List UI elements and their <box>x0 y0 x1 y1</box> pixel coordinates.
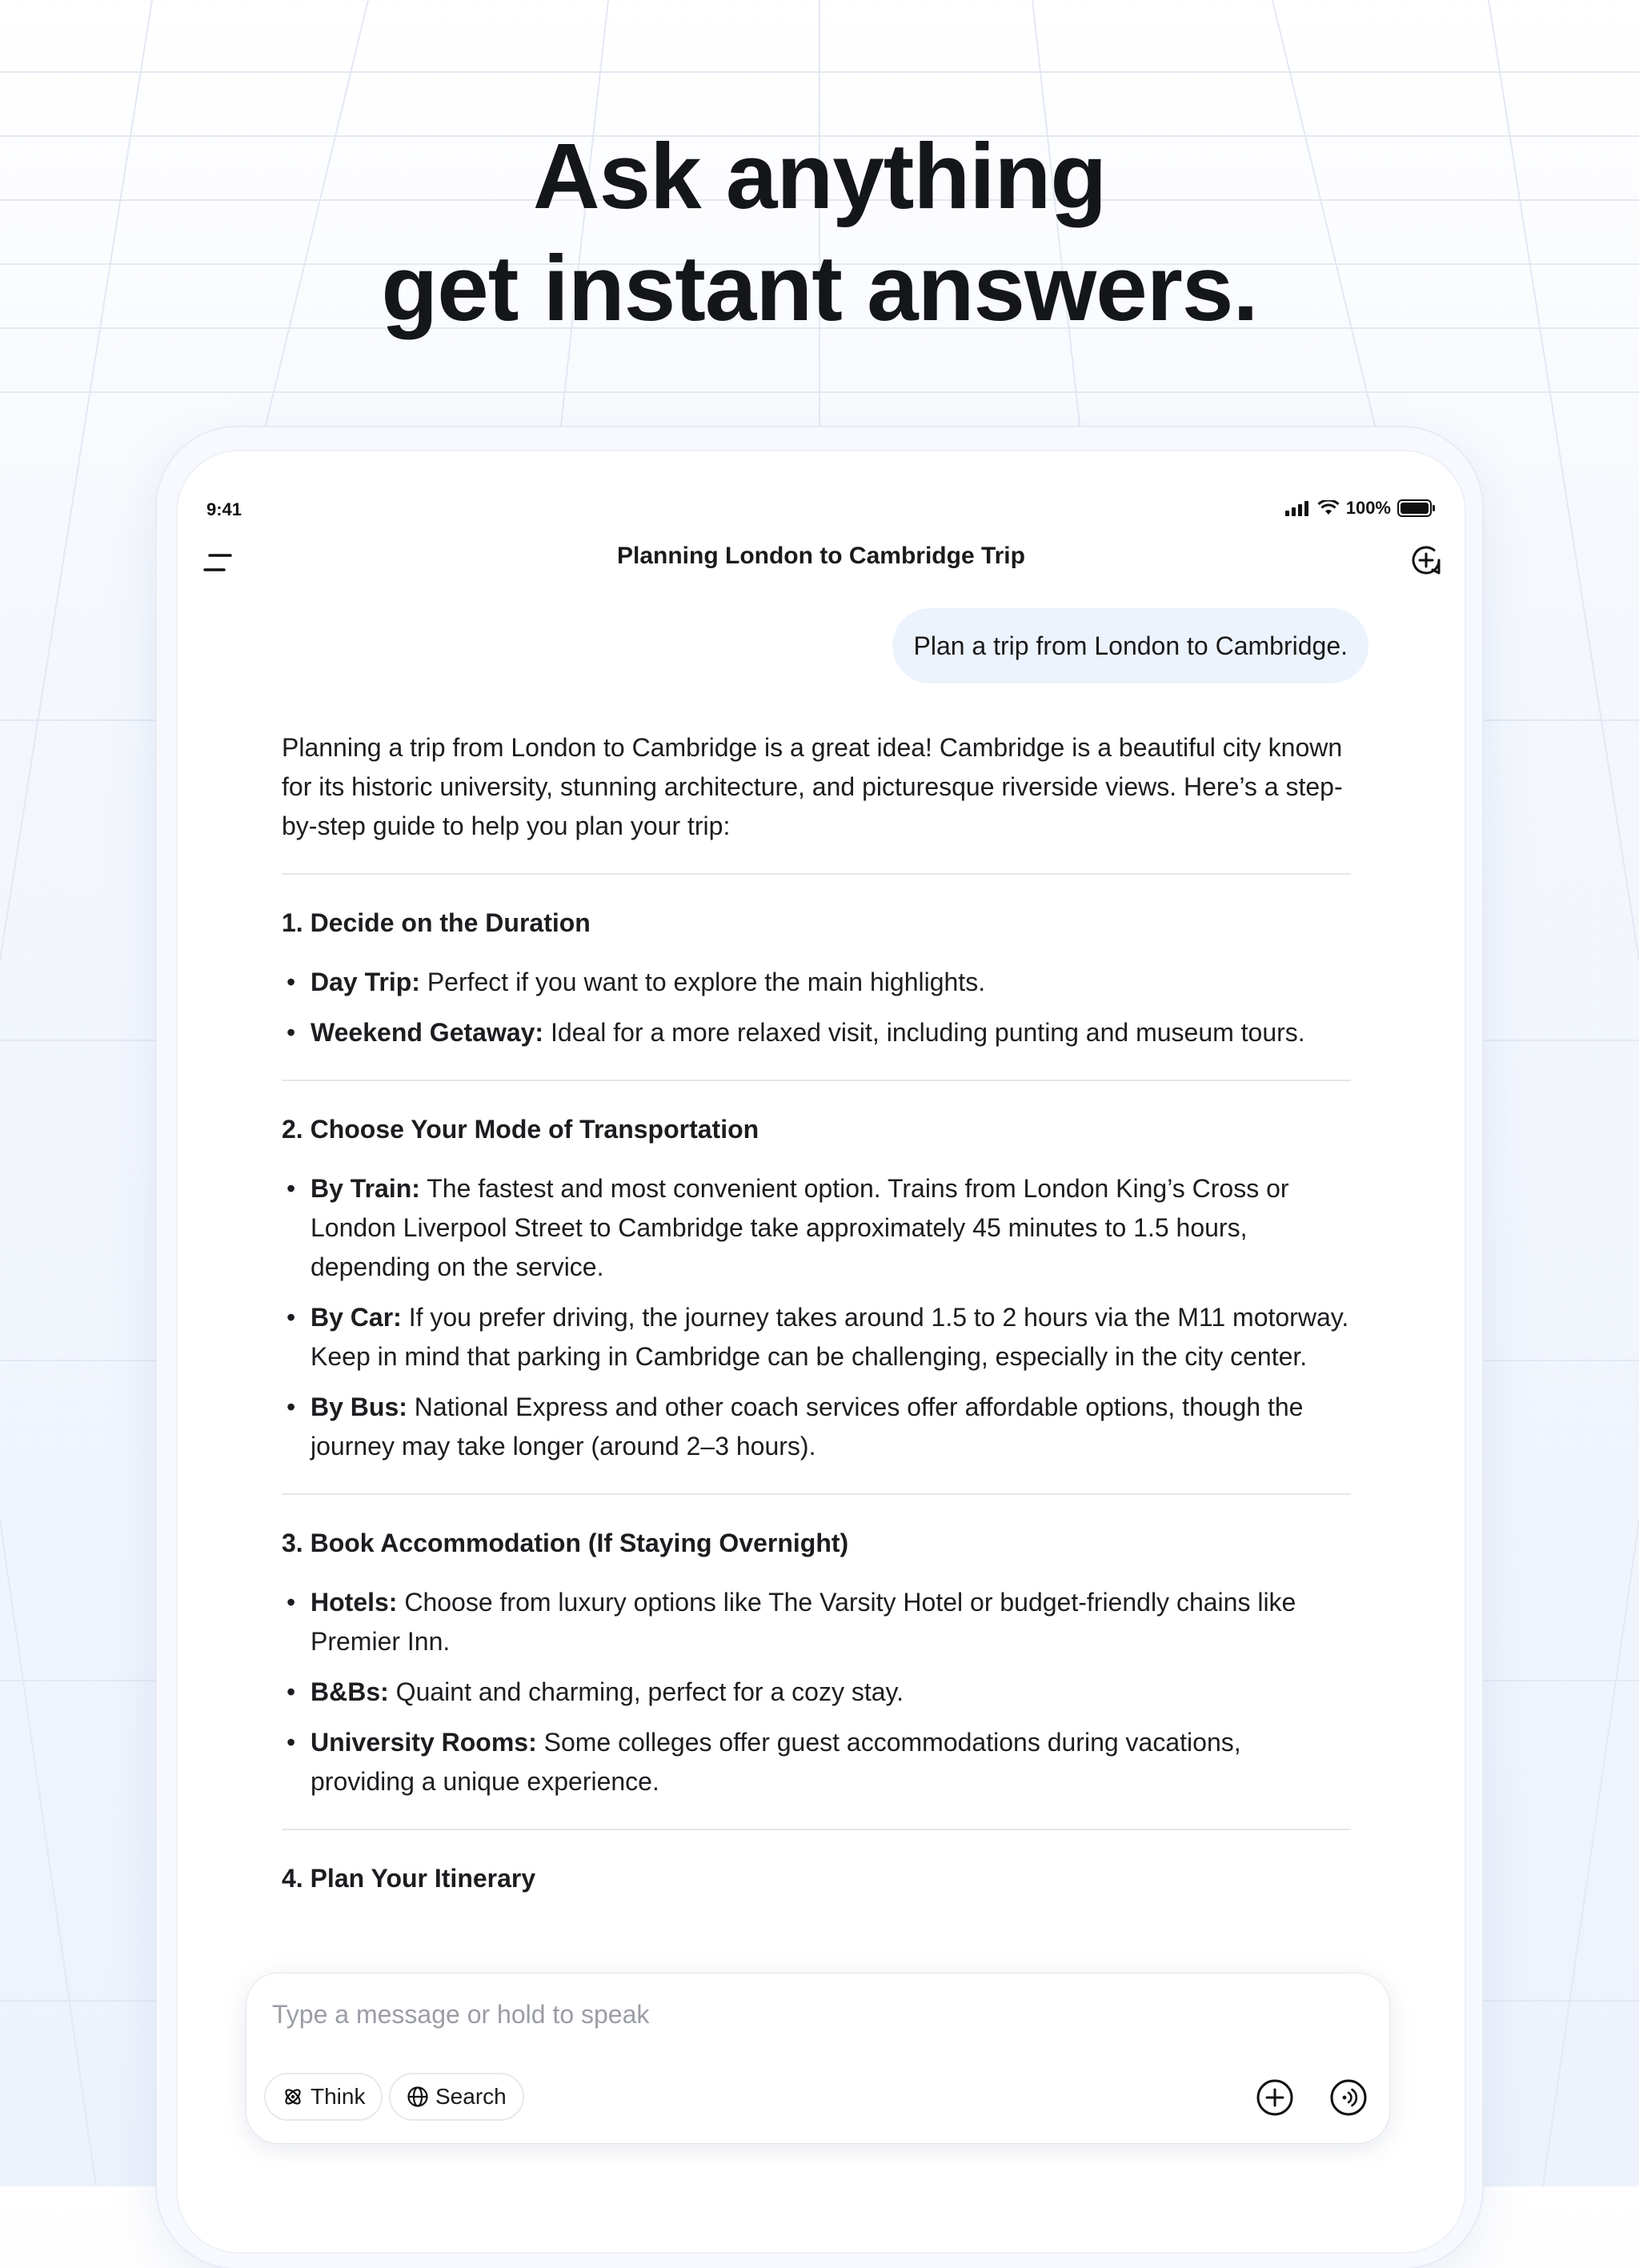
item-label: Weekend Getaway: <box>311 1018 544 1047</box>
item-label: University Rooms: <box>311 1728 537 1757</box>
section-title: 3. Book Accommodation (If Staying Overnight) <box>282 1529 849 1557</box>
item-text: The fastest and most convenient option. Trains from London King’s Cross or London Liverpool Street to Cambridge take approximately 45 minutes to 1.5 hours, depending on the service. <box>311 1174 1289 1281</box>
divider <box>282 1493 1351 1495</box>
list-item <box>282 1583 1351 1661</box>
globe-icon <box>407 2086 429 2108</box>
item-label: B&Bs: <box>311 1677 389 1706</box>
divider <box>282 873 1351 875</box>
item-label: By Car: <box>311 1303 402 1332</box>
search-label: Search <box>435 2084 507 2109</box>
item-text: If you prefer driving, the journey takes around 1.5 to 2 hours via the M11 motorway. Keep in mind that parking in Cambridge can be challenging, especially in the city center. <box>311 1303 1349 1371</box>
status-icons <box>1285 498 1436 519</box>
item-text: Quaint and charming, perfect for a cozy stay. <box>388 1677 904 1706</box>
message-composer <box>246 1973 1389 2143</box>
divider <box>282 1080 1351 1081</box>
item-text: Perfect if you want to explore the main highlights. <box>419 968 986 996</box>
list-item <box>282 1013 1351 1052</box>
signal-icon <box>1285 500 1311 516</box>
item-text: National Express and other coach services offer affordable options, though the journey may take longer (around 2–3 hours). <box>311 1392 1304 1461</box>
item-label: By Bus: <box>311 1392 407 1421</box>
plus-circle-icon[interactable] <box>1255 2078 1295 2118</box>
list-item <box>282 1673 1351 1712</box>
tablet-frame <box>157 427 1482 2268</box>
section-title: 4. Plan Your Itinerary <box>282 1864 536 1893</box>
headline-line-1: Ask anything <box>532 124 1107 228</box>
bullet-list <box>282 1169 1351 1466</box>
section-title: 1. Decide on the Duration <box>282 908 591 937</box>
list-item <box>282 1388 1351 1466</box>
wifi-icon <box>1317 500 1340 516</box>
item-text: Choose from luxury options like The Varsity Hotel or budget-friendly chains like Premier Inn. <box>311 1588 1296 1656</box>
item-label: Day Trip: <box>311 968 420 996</box>
item-text: Ideal for a more relaxed visit, including punting and museum tours. <box>543 1018 1305 1047</box>
divider <box>282 1829 1351 1830</box>
voice-wave-icon[interactable] <box>1328 2078 1369 2118</box>
section-title: 2. Choose Your Mode of Transportation <box>282 1115 759 1144</box>
headline <box>0 120 1639 344</box>
status-time: 9:41 <box>206 499 242 519</box>
message-input[interactable] <box>270 1990 1314 2039</box>
list-item <box>282 963 1351 1002</box>
conversation-title: Planning London to Cambridge Trip <box>617 543 1025 569</box>
think-button[interactable] <box>264 2073 383 2121</box>
list-item <box>282 1723 1351 1801</box>
assistant-answer <box>282 728 1351 1918</box>
bullet-list <box>282 963 1351 1052</box>
atom-icon <box>282 2086 304 2108</box>
user-message-bubble[interactable]: Plan a trip from London to Cambridge. <box>892 608 1369 683</box>
item-label: Hotels: <box>311 1588 398 1617</box>
item-text: Some colleges offer guest accommodations during vacations, providing a unique experience. <box>311 1728 1241 1796</box>
app-screen <box>176 450 1466 2254</box>
think-label: Think <box>311 2084 366 2109</box>
bullet-list <box>282 1583 1351 1801</box>
item-label: By Train: <box>311 1174 420 1203</box>
battery-percentage: 100% <box>1345 498 1391 518</box>
headline-line-2: get instant answers. <box>381 236 1258 340</box>
list-item <box>282 1298 1351 1376</box>
new-chat-icon[interactable] <box>1407 541 1445 579</box>
search-button[interactable] <box>389 2073 524 2121</box>
answer-intro: Planning a trip from London to Cambridge is a great idea! Cambridge is a beautiful city known for its historic university, stunning architecture, and picturesque riverside views. Here’s a step-by-step guide to help you plan your trip: <box>282 733 1343 840</box>
battery-icon <box>1397 499 1436 517</box>
list-item <box>282 1169 1351 1287</box>
